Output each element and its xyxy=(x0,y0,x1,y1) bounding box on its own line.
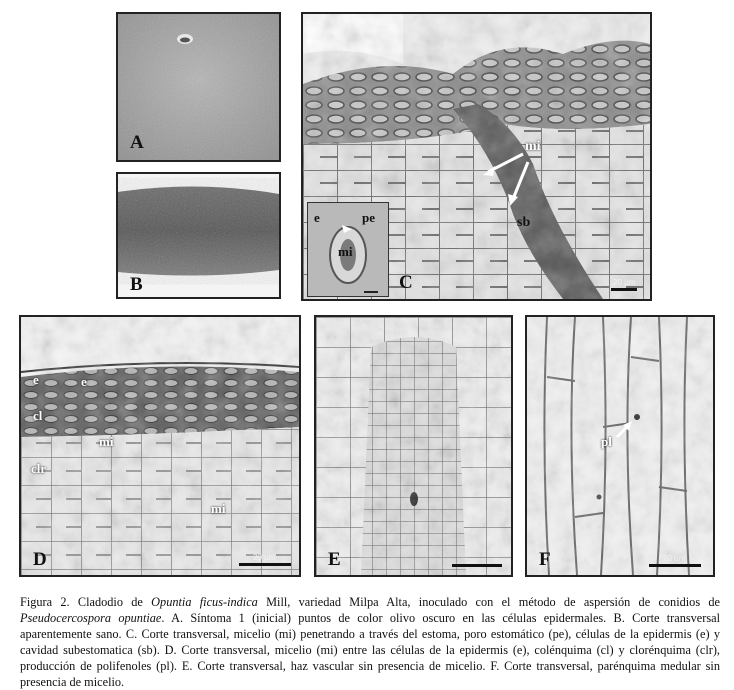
panel-d-label-e2: e xyxy=(81,374,87,389)
panel-f-photo xyxy=(527,317,713,575)
panel-a xyxy=(116,12,281,162)
panel-d xyxy=(19,315,301,577)
panel-d-letter: D xyxy=(33,549,47,570)
panel-c-scalebar xyxy=(611,288,637,291)
panel-c xyxy=(301,12,652,301)
inset-label-e: e xyxy=(314,210,320,225)
panel-e xyxy=(314,315,513,577)
panel-f-label-pl: pl xyxy=(601,434,612,449)
panel-f-letter: F xyxy=(539,549,551,570)
caption-pathogen: Pseudocercospora opuntiae xyxy=(20,611,162,625)
panel-f xyxy=(525,315,715,577)
panel-c-label-sb: sb xyxy=(517,215,531,230)
caption-part-1: Figura 2. Cladodio de xyxy=(20,595,152,609)
panel-a-letter: A xyxy=(130,132,144,153)
panel-b-letter: B xyxy=(130,274,143,295)
figure-caption xyxy=(20,594,720,690)
caption-species: Opuntia ficus-indica xyxy=(151,595,258,609)
panel-d-label-e1: e xyxy=(33,372,39,387)
inset-label-mi: mi xyxy=(338,244,353,259)
panel-f-scalebar xyxy=(649,564,701,567)
panel-d-label-mi1: mi xyxy=(99,434,114,449)
panel-d-scale-text: 20 µm xyxy=(253,553,276,562)
panel-c-scale-text: 20 µm xyxy=(613,278,636,287)
panel-b xyxy=(116,172,281,299)
panel-c-label-mi: mi xyxy=(525,139,541,154)
inset-label-pe: pe xyxy=(362,210,375,225)
caption-part-3: . A. Síntoma 1 (inicial) puntos de color olivo oscuro en las células epidermales. B. Corte transversal aparentemente sano. C. Corte transversal, micelio (mi) penetrando a través del estoma, poro estomático (pe), células de la epidermis (e) y cavidad subestomatica (sb). D. Corte transversal, micelio (mi) entre las células de la epidermis (e), colénquima (cl) y clorénquima (clr), producción de polifenoles (pl). E. Corte transversal, haz vascular sin presencia de micelio. F. Corte transversal, parénquima medular sin presencia de micelio. xyxy=(20,611,720,689)
panel-d-label-mi2: mi xyxy=(211,501,226,516)
panel-d-label-clr: clr xyxy=(31,461,47,476)
panel-d-label-cl: cl xyxy=(33,408,43,423)
caption-part-2: Mill, variedad Milpa Alta, inoculado con el método de aspersión de conidios de xyxy=(257,595,721,609)
panel-e-photo xyxy=(316,317,511,575)
panel-e-letter: E xyxy=(328,549,341,570)
panel-e-scalebar xyxy=(452,564,502,567)
panel-c-inset xyxy=(307,202,389,297)
panel-d-photo xyxy=(21,317,299,575)
panel-d-scalebar xyxy=(239,563,291,566)
panel-c-letter: C xyxy=(399,272,413,293)
panel-f-scale-text: 20 µm xyxy=(663,554,686,563)
